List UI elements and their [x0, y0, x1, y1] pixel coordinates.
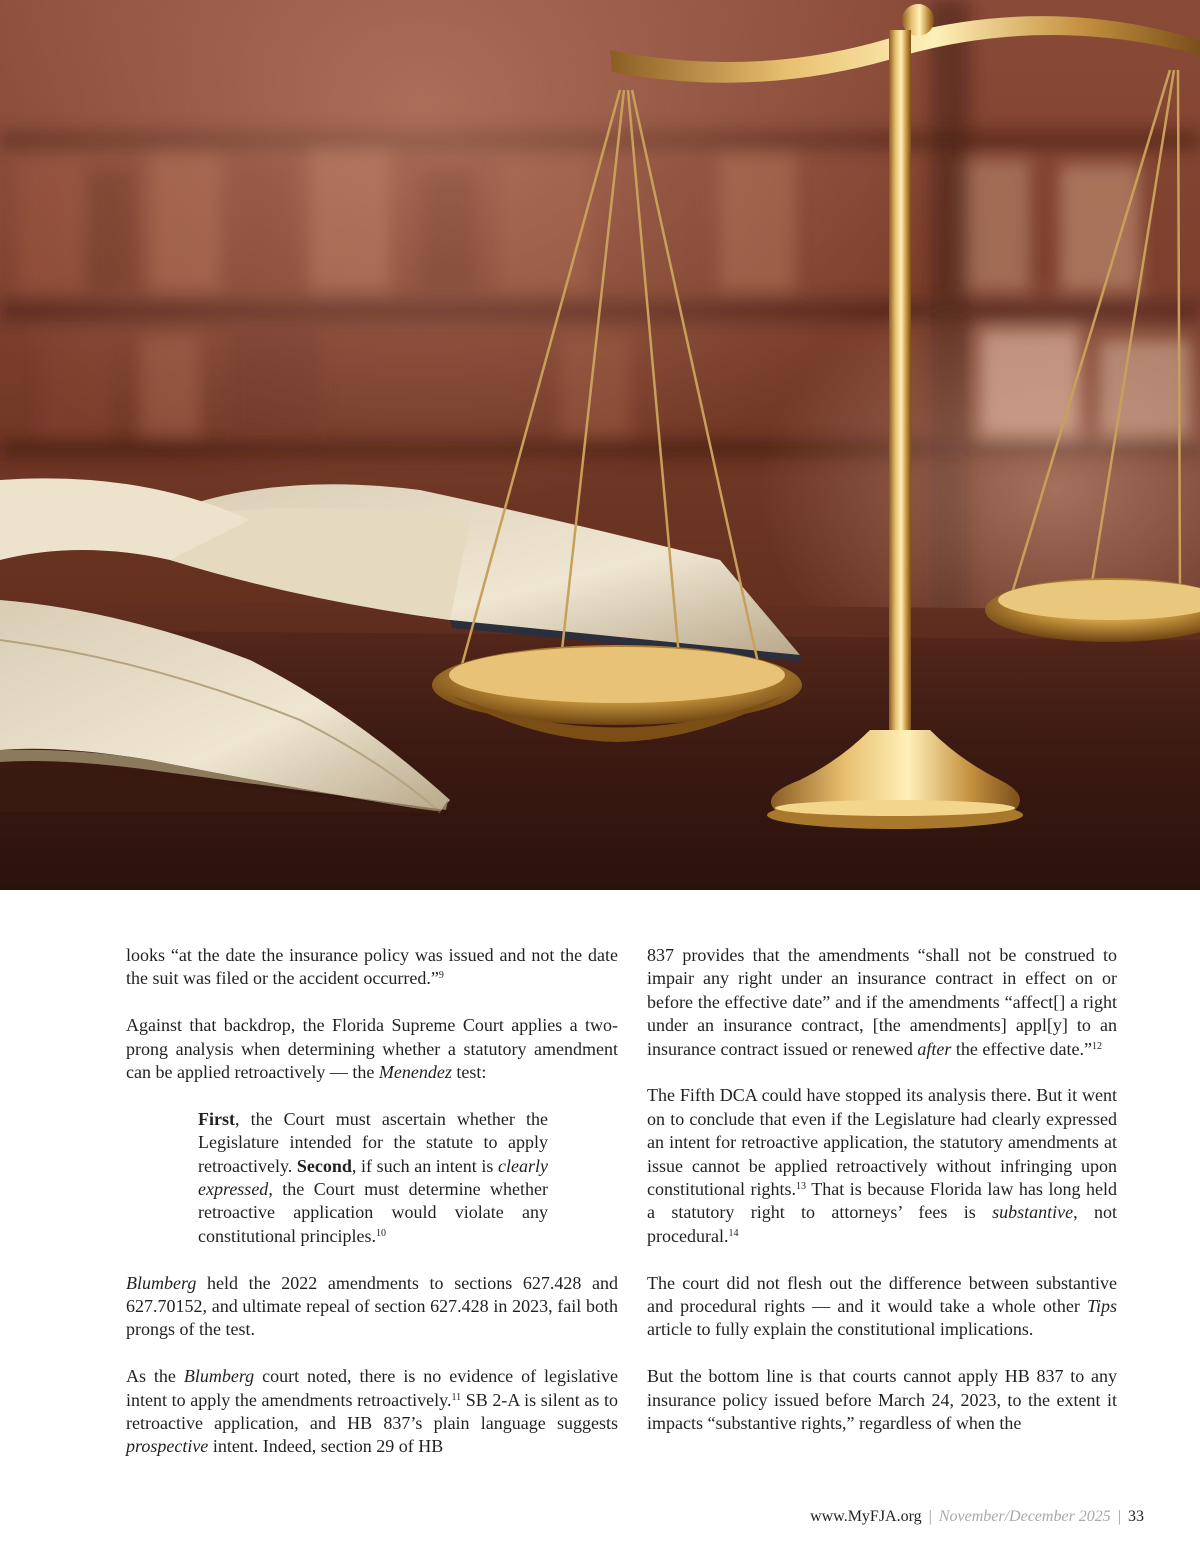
left-paragraph-2: Against that backdrop, the Florida Supreme Court applies a two-prong analysis when determining whether a statutory amendment can be applied retroactively — the Menendez test:	[126, 1015, 618, 1083]
page-footer	[810, 1508, 1144, 1526]
right-paragraph-1: 837 provides that the amendments “shall not be construed to impair any right under an insurance contract in effect on or before the effective date” and if the amendments “affect[] a right under an insurance contract, [the amendments] appl[y] to an insurance contract issued or renewed after the effective date.”$^{12}$	[647, 945, 1117, 1059]
emphasis: clearly expressed	[198, 1155, 548, 1200]
footnote-ref[interactable]: 12	[1091, 1040, 1102, 1052]
issue-date: November/December 2025	[938, 1508, 1111, 1525]
footnote-ref[interactable]: 9	[438, 970, 444, 982]
case-name: Blumberg	[183, 1366, 255, 1387]
footer-separator: |	[1117, 1508, 1121, 1525]
emphasis: substantive	[992, 1202, 1074, 1223]
right-paragraph-3: The court did not flesh out the difference between substantive and procedural rights — and it would take a whole other Tips article to fully explain the constitutional implications.	[647, 1272, 1117, 1340]
right-column	[647, 944, 1117, 1459]
footnote-ref[interactable]: 11	[451, 1391, 462, 1403]
publication-name: Tips	[1086, 1296, 1117, 1317]
right-paragraph-4: But the bottom line is that courts cannot apply HB 837 to any insurance policy issued before March 24, 2023, to the extent it impacts “substantive rights,” regardless of when the	[647, 1366, 1117, 1434]
footer-separator: |	[928, 1508, 932, 1525]
case-name: Menendez	[378, 1062, 452, 1083]
footnote-ref[interactable]: 13	[796, 1181, 807, 1193]
case-name: Blumberg	[126, 1272, 197, 1293]
left-paragraph-4: As the Blumberg court noted, there is no evidence of legislative intent to apply the amendments retroactively.$^{11}$ SB 2-A is silent as to retroactive application, and HB 837’s plain language suggests prospective intent. Indeed, section 29 of HB	[126, 1366, 619, 1457]
left-column	[126, 944, 618, 1482]
block-quote: First, the Court must ascertain whether the Legislature intended for the statute to apply retroactively. Second, if such an intent is clearly expressed, the Court must determine whether retroactive application would violate any constitutional principles.$^{10}$	[198, 1108, 548, 1246]
first-label: First	[198, 1108, 235, 1129]
emphasis: prospective	[126, 1436, 209, 1457]
left-paragraph-1: looks “at the date the insurance policy was issued and not the date the suit was filed or the accident occurred.”$^9$	[126, 945, 618, 989]
emphasis: after	[917, 1038, 952, 1059]
page-number: 33	[1128, 1508, 1144, 1525]
right-paragraph-2: The Fifth DCA could have stopped its analysis there. But it went on to conclude that even if the Legislature had clearly expressed an intent for retroactive application, the statutory amendments at issue cannot be applied retroactively without infringing upon constitutional rights.$^{13}$ That is because Florida law has long held a statutory right to attorneys’ fees is substantive, not procedural.$^{14}$	[647, 1085, 1117, 1246]
footnote-ref[interactable]: 10	[375, 1227, 386, 1239]
left-paragraph-3: Blumberg held the 2022 amendments to sections 627.428 and 627.70152, and ultimate repeal of section 627.428 in 2023, fail both prongs of the test.	[126, 1272, 618, 1340]
footnote-ref[interactable]: 14	[728, 1227, 739, 1239]
second-label: Second	[296, 1155, 352, 1176]
website-link[interactable]: www.MyFJA.org	[810, 1508, 922, 1525]
